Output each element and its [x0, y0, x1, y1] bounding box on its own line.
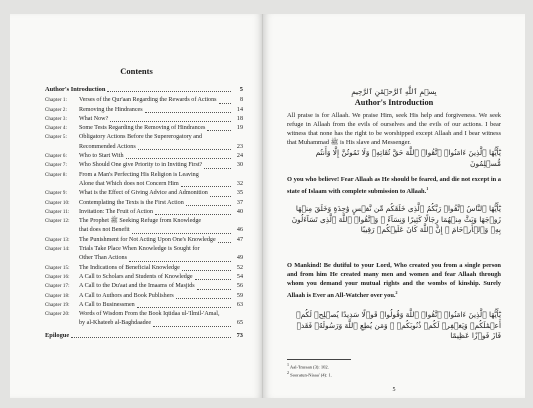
toc-chapter-page: 8 — [239, 97, 243, 104]
footnote-1: $^1$ Aal-'Imraan (3): 102. — [287, 362, 329, 370]
toc-chapter-label: Chapter 9: — [45, 191, 67, 197]
toc-chapter-page: 30 — [236, 162, 243, 169]
toc-chapter-row — [45, 161, 243, 170]
toc-chapter-label: Chapter 12: — [45, 219, 70, 225]
toc-chapter-page: 46 — [236, 227, 243, 234]
toc-chapter-label: Chapter 3: — [45, 116, 67, 122]
toc-chapter-page: 49 — [236, 255, 243, 262]
basmala-calligraphy: بِسۡمِ ٱللَّهِ ٱلرَّحۡمَٰنِ ٱلرَّحِيمِ — [351, 88, 437, 96]
verse-translation-1-text: O you who believe! Fear Allaah as He should be feared, and die not except in a state of Islaam with complete submission to Allaah. — [287, 176, 501, 196]
toc-chapter-title: What Now? — [79, 115, 109, 122]
toc-chapter-label: Chapter 6: — [45, 154, 67, 160]
toc-chapter-label: Chapter 8: — [45, 172, 67, 178]
toc-chapter-label: Chapter 4: — [45, 126, 67, 132]
introduction-title: Author's Introduction — [354, 98, 434, 107]
toc-chapter-title: Words of Wisdom From the Book Iqtidaa ul-'Ilmil-'Amal, — [79, 311, 220, 318]
toc-chapter-page: 65 — [236, 320, 243, 327]
toc-chapter-row — [45, 133, 243, 152]
toc-chapter-title: Obligatory Actions Before the Supererogatory and — [79, 134, 203, 141]
toc-epilogue-page: 73 — [236, 331, 243, 339]
contents-page — [10, 14, 263, 398]
toc-chapter-title: Recommended Actions — [79, 143, 136, 150]
table-of-contents — [45, 85, 243, 340]
toc-chapter-page: 37 — [236, 199, 243, 206]
toc-chapter-title: The Prophet ﷺ Seeking Refuge from Knowledge — [79, 218, 202, 225]
toc-chapter-row — [45, 171, 243, 190]
toc-chapter-label: Chapter 1: — [45, 98, 67, 104]
verse-translation-1 — [287, 176, 501, 197]
toc-chapter-label: Chapter 5: — [45, 135, 67, 141]
toc-chapter-list — [45, 96, 243, 328]
toc-chapter-title: A Call to the Du'aat and the Imaams of Masjids — [79, 283, 195, 290]
toc-epilogue-row — [45, 331, 243, 340]
toc-intro-page: 5 — [239, 86, 243, 93]
toc-chapter-page: 24 — [236, 153, 243, 160]
toc-chapter-label: Chapter 7: — [45, 163, 67, 169]
toc-chapter-row — [45, 124, 243, 133]
toc-chapter-page: 56 — [236, 283, 243, 290]
verse-translation-2-text: O Mankind! Be dutiful to your Lord, Who created you from a single person and from him He created many men and women and fear Allaah through whom you demand your mutual rights and the wombs of kinship. Surely Allaah is Ever an All-Watcher over you. — [287, 262, 501, 299]
quran-verse-2: يَٰٓأَيُّهَا ٱلنَّاسُ ٱتَّقُوا۟ رَبَّكُمُ ٱلَّذِى خَلَقَكُم مِّن نَّفۡسٍ وَٰحِدَةٍ وَخَلَقَ مِنۡهَا زَوۡجَهَا وَبَثَّ مِنۡهُمَا رِجَالًا كَثِيرًا وَنِسَآءً ۚ وَٱتَّقُوا۟ ٱللَّهَ ٱلَّذِى تَسَآءَلُونَ بِهِۦ وَٱلۡأَرۡحَامَ ۚ إِنَّ ٱللَّهَ كَانَ عَلَيۡكُمۡ رَقِيبًا — [291, 204, 501, 234]
toc-chapter-page: 14 — [236, 106, 243, 113]
toc-chapter-page: 59 — [236, 292, 243, 299]
toc-chapter-label: Chapter 2: — [45, 107, 67, 113]
toc-chapter-title: Some Tests Regarding the Removing of Hindrances — [79, 125, 206, 132]
page-number: 5 — [392, 387, 396, 393]
verse-translation-2 — [287, 262, 501, 301]
toc-chapter-title: A Call to Businessmen — [79, 301, 135, 308]
toc-chapter-page: 63 — [236, 301, 243, 308]
toc-chapter-label: Chapter 14: — [45, 247, 70, 253]
toc-chapter-row — [45, 152, 243, 161]
toc-chapter-row — [45, 273, 243, 282]
toc-chapter-title: Verses of the Qur'aan Regarding the Rewards of Actions — [79, 97, 217, 104]
toc-chapter-row — [45, 292, 243, 301]
toc-chapter-page: 52 — [236, 264, 243, 271]
toc-chapter-title: Removing the Hindrances — [79, 106, 143, 113]
toc-chapter-row — [45, 264, 243, 273]
toc-chapter-row — [45, 199, 243, 208]
toc-chapter-label: Chapter 11: — [45, 209, 70, 215]
toc-chapter-title: by al-Khateeb al-Baghdaadee — [79, 320, 152, 327]
toc-chapter-title: A Call to Scholars and Students of Knowledge — [79, 273, 193, 280]
toc-chapter-title: What is the Effect of Giving Advice and Admonition — [79, 190, 208, 197]
toc-chapter-label: Chapter 15: — [45, 265, 70, 271]
toc-chapter-page: 35 — [236, 190, 243, 197]
toc-chapter-title: Contemplating the Texts is the First Action — [79, 199, 184, 206]
toc-chapter-row — [45, 115, 243, 124]
toc-chapter-row — [45, 106, 243, 115]
toc-chapter-page: 19 — [236, 125, 243, 132]
toc-chapter-row — [45, 208, 243, 217]
footnote-2: $^2$ Sooratun-Nisaa' (4): 1. — [287, 370, 332, 378]
toc-intro-row — [45, 85, 243, 94]
toc-chapter-row — [45, 217, 243, 236]
toc-chapter-row — [45, 236, 243, 245]
toc-chapter-row — [45, 189, 243, 198]
toc-chapter-page: 23 — [236, 143, 243, 150]
toc-chapter-page: 18 — [236, 115, 243, 122]
toc-chapter-title: From a Man's Perfecting His Religion is Leaving — [79, 171, 199, 178]
footnote-divider — [287, 359, 351, 360]
toc-chapter-row — [45, 301, 243, 310]
toc-chapter-label: Chapter 13: — [45, 237, 70, 243]
footnote-ref-1: 1 — [426, 185, 429, 191]
toc-chapter-title: that does not Benefit — [79, 227, 130, 234]
toc-chapter-page: 32 — [236, 180, 243, 187]
toc-epilogue-label: Epilogue — [45, 331, 70, 339]
toc-chapter-title: Trials Take Place When Knowledge is Sought for — [79, 246, 200, 253]
footnote-ref-2: 2 — [395, 289, 398, 295]
toc-chapter-title: Who Should One give Priority to in Inviting First? — [79, 162, 203, 169]
toc-chapter-title: Who to Start With — [79, 153, 124, 160]
toc-chapter-title: The Punishment for Not Acting Upon One's Knowledge — [79, 236, 216, 243]
toc-chapter-page: 54 — [236, 273, 243, 280]
toc-chapter-row — [45, 245, 243, 264]
toc-chapter-row — [45, 96, 243, 105]
toc-chapter-label: Chapter 19: — [45, 302, 70, 308]
toc-chapter-title: The Indications of Beneficial Knowledge — [79, 264, 180, 271]
toc-chapter-label: Chapter 10: — [45, 200, 70, 206]
quran-verse-1: يَٰٓأَيُّهَا ٱلَّذِينَ ءَامَنُوا۟ ٱتَّقُوا۟ ٱللَّهَ حَقَّ تُقَاتِهِۦ وَلَا تَمُوتُنَّ إِلَّا وَأَنتُم مُّسۡلِمُونَ — [315, 148, 501, 168]
toc-chapter-title: Invitation: The Fruit of Action — [79, 208, 154, 215]
toc-chapter-label: Chapter 18: — [45, 293, 70, 299]
toc-chapter-label: Chapter 20: — [45, 312, 70, 318]
quran-verse-3: يَٰٓأَيُّهَا ٱلَّذِينَ ءَامَنُوا۟ ٱتَّقُوا۟ ٱللَّهَ وَقُولُوا۟ قَوۡلًا سَدِيدًا يُصۡلِحۡ لَكُمۡ أَعۡمَٰلَكُمۡ وَيَغۡفِرۡ لَكُمۡ ذُنُوبَكُمۡ ۗ وَمَن يُطِعِ ٱللَّهَ وَرَسُولَهُۥ فَقَدۡ فَازَ فَوۡزًا عَظِيمًا — [296, 310, 501, 340]
toc-chapter-label: Chapter 16: — [45, 274, 70, 280]
intro-paragraph-1: All praise is for Allaah. We praise Him, seek His help and forgiveness. We seek refuge in Allaah from the evils of ourselves and the evils of our actions. I bear witness that none has the right to be worshipped except Allaah and I bear witness that Muhammad ﷺ is His slave and Messenger. — [287, 112, 501, 146]
contents-title: Contents — [120, 66, 153, 76]
toc-chapter-title: A Call to Authors and Book Publishers — [79, 292, 174, 299]
toc-chapter-page: 47 — [236, 236, 243, 243]
toc-chapter-page: 40 — [236, 208, 243, 215]
toc-intro-label: Author's Introduction — [45, 86, 106, 93]
introduction-page — [263, 14, 525, 398]
toc-chapter-title: Other Than Actions — [79, 255, 127, 262]
toc-chapter-label: Chapter 17: — [45, 284, 70, 290]
toc-chapter-row — [45, 282, 243, 291]
toc-chapter-row — [45, 310, 243, 329]
toc-chapter-title: Alone that Which does not Concern Him — [79, 180, 179, 187]
